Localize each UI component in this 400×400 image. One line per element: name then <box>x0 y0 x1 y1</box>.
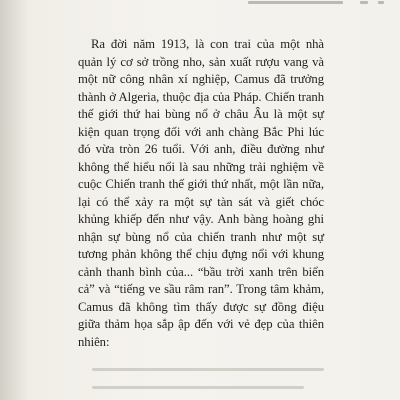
running-header-cropped <box>248 0 388 6</box>
gutter-shadow <box>0 0 30 400</box>
body-paragraph: Ra đời năm 1913, là con trai của một nhà quản lý cơ sở trồng nho, sản xuất rượu vang và một nữ công nhân xí nghiệp, Camus đã trưởng thành ở Algeria, thuộc địa của Pháp. Chiến tranh thế giới thứ hai bùng nổ ở châu Âu là một sự kiện quan trọng đối với anh chàng Bắc Phi lúc đó vừa tròn 26 tuổi. Với anh, điều đường như không thể hiểu nổi là sau những trải nghiệm về cuộc Chiến tranh thế giới thứ nhất, một lần nữa, lại có thể xảy ra một sự tàn sát và giết chóc khủng khiếp đến như vậy. Anh bàng hoàng ghi nhận sự bùng nổ của chiến tranh như một sự tương phản không thể chịu đựng nổi với khung cảnh thanh bình của... “bầu trời xanh trên biển cả” và “tiếng ve sầu râm ran”. Trong tâm khảm, Camus đã không tìm thấy được sự đồng điệu giữa thảm họa sắp ập đến với vẻ đẹp của thiên nhiên: <box>78 37 324 349</box>
blurred-text-lines <box>92 368 324 400</box>
